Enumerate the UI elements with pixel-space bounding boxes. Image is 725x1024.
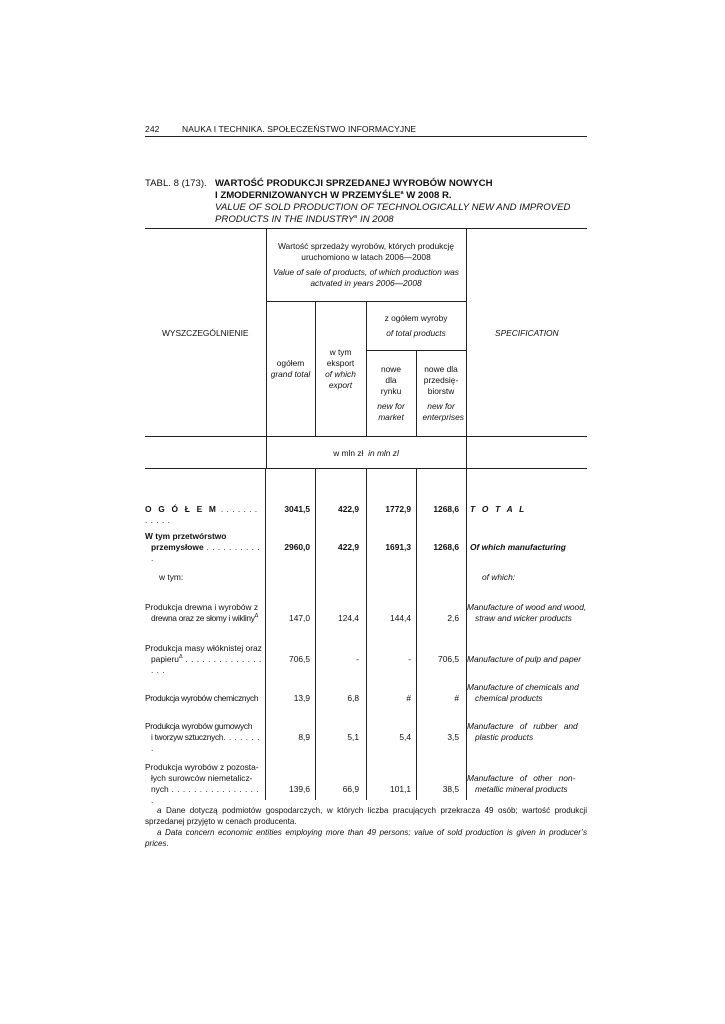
running-header xyxy=(145,124,587,134)
subgroup-header: z ogółem wyroby of total products xyxy=(366,302,466,351)
cell-market: - xyxy=(408,654,411,664)
cell-enterprises: 38,5 xyxy=(442,784,459,794)
cell-enterprises: # xyxy=(454,693,459,703)
title-en-line2: PRODUCTS IN THE INDUSTRY$^a$ IN 2008 xyxy=(215,213,394,225)
cell-export: 422,9 xyxy=(338,542,359,552)
cell-total: 706,5 xyxy=(289,654,310,664)
table-label: TABL. 8 (173). xyxy=(145,178,207,189)
cell-export: 5,1 xyxy=(347,732,359,742)
cell-export: - xyxy=(356,654,359,664)
unit-row: w mln zł in mln zl xyxy=(266,437,466,469)
row-label-en: Manufacture of chemicals and chemical products xyxy=(467,682,579,703)
row-label-pl: w tym: xyxy=(159,572,184,582)
group-header: Wartość sprzedaży wyrobów, których produkcję uruchomiono w latach 2006—2008 Value of sale of products, of which production was actvated in years 2006—2008 xyxy=(266,229,466,302)
col-header-market: nowe dla rynku new for market xyxy=(366,351,416,437)
stub-header-pl: WYSZCZEGÓLNIENIE xyxy=(145,229,266,437)
row-label-pl: Produkcja drewna i wyrobów z drewna oraz ze słomy i wikliny$^\Delta$ xyxy=(145,602,259,623)
cell-total: 139,6 xyxy=(289,784,310,794)
col-header-export: w tym eksport of which export xyxy=(315,302,366,437)
row-label-pl: Produkcja masy włóknistej oraz papieru$^\Delta$ . . . . . . . . . . . . . . . . . xyxy=(145,643,262,675)
cell-enterprises: 1268,6 xyxy=(433,542,459,552)
cell-enterprises: 2,6 xyxy=(447,613,459,623)
footnotes xyxy=(145,805,587,849)
row-label-en: Manufacture of wood and wood, straw and wicker products xyxy=(467,602,587,623)
cell-enterprises: 3,5 xyxy=(447,732,459,742)
row-label-pl: O G Ó Ł E M . . . . . . . . . . . . xyxy=(145,504,258,525)
cell-export: 422,9 xyxy=(338,504,359,514)
footnote-pl: a Dane dotyczą podmiotów gospodarczych, w których liczba pracujących przekracza 49 osób; wartość produkcji sprzedanej przyjęto w cenach producenta. xyxy=(145,806,587,826)
row-label-pl: Produkcja wyrobów z pozosta- łych surowców niemetalicz- nych . . . . . . . . . . . . . . . . . xyxy=(145,762,260,805)
cell-total: 147,0 xyxy=(289,613,310,623)
row-label-en: Manufacture of pulp and paper xyxy=(467,654,582,664)
row-label-en: T O T A L xyxy=(470,504,527,514)
row-label-en: Of which manufacturing xyxy=(470,542,566,552)
row-label-en: Manufacture of rubber and plastic products xyxy=(467,721,578,742)
col-header-enterprises: nowe dla przedsię-biorstw new for enterprises xyxy=(416,351,466,437)
cell-total: 2960,0 xyxy=(284,542,310,552)
cell-total: 13,9 xyxy=(293,693,310,703)
cell-market: 1772,9 xyxy=(385,504,411,514)
title-pl-line1: WARTOŚĆ PRODUKCJI SPRZEDANEJ WYROBÓW NOWYCH xyxy=(215,178,493,189)
cell-enterprises: 706,5 xyxy=(438,654,459,664)
cell-total: 3041,5 xyxy=(284,504,310,514)
cell-export: 6,8 xyxy=(347,693,359,703)
cell-market: # xyxy=(406,693,411,703)
table-title-text xyxy=(215,178,590,226)
cell-export: 124,4 xyxy=(338,613,359,623)
page-number: 242 xyxy=(145,124,160,134)
row-label-pl: Produkcja wyrobów chemicznych xyxy=(145,693,259,703)
running-title: NAUKA I TECHNIKA. SPOŁECZEŃSTWO INFORMACYJNE xyxy=(181,124,417,134)
cell-market: 5,4 xyxy=(399,732,411,742)
row-label-en: Manufacture of other non- metallic mineral products xyxy=(467,773,576,794)
cell-market: 144,4 xyxy=(390,613,411,623)
col-header-total: ogółem grand total xyxy=(266,302,315,437)
title-pl-line2: I ZMODERNIZOWANYCH W PRZEMYŚLE$^a$ W 2008 R. xyxy=(215,189,452,201)
row-label-en: of which: xyxy=(482,572,516,582)
table-header xyxy=(145,228,587,469)
footnote-en: a Data concern economic entities employing more than 49 persons; value of sold production is given in producer’s prices. xyxy=(145,828,587,848)
header-rule xyxy=(145,136,587,137)
row-label-pl: W tym przetwórstwo przemysłowe . . . . . . . . . . . xyxy=(145,531,261,563)
cell-market: 101,1 xyxy=(390,784,411,794)
cell-market: 1691,3 xyxy=(385,542,411,552)
title-en-line1: VALUE OF SOLD PRODUCTION OF TECHNOLOGICALLY NEW AND IMPROVED xyxy=(215,202,571,213)
cell-enterprises: 1268,6 xyxy=(433,504,459,514)
row-label-pl: Produkcja wyrobów gumowych i tworzyw sztucznych. . . . . . . . xyxy=(145,721,260,753)
cell-export: 66,9 xyxy=(342,784,359,794)
cell-total: 8,9 xyxy=(298,732,310,742)
stub-header-en: SPECIFICATION xyxy=(466,229,587,437)
